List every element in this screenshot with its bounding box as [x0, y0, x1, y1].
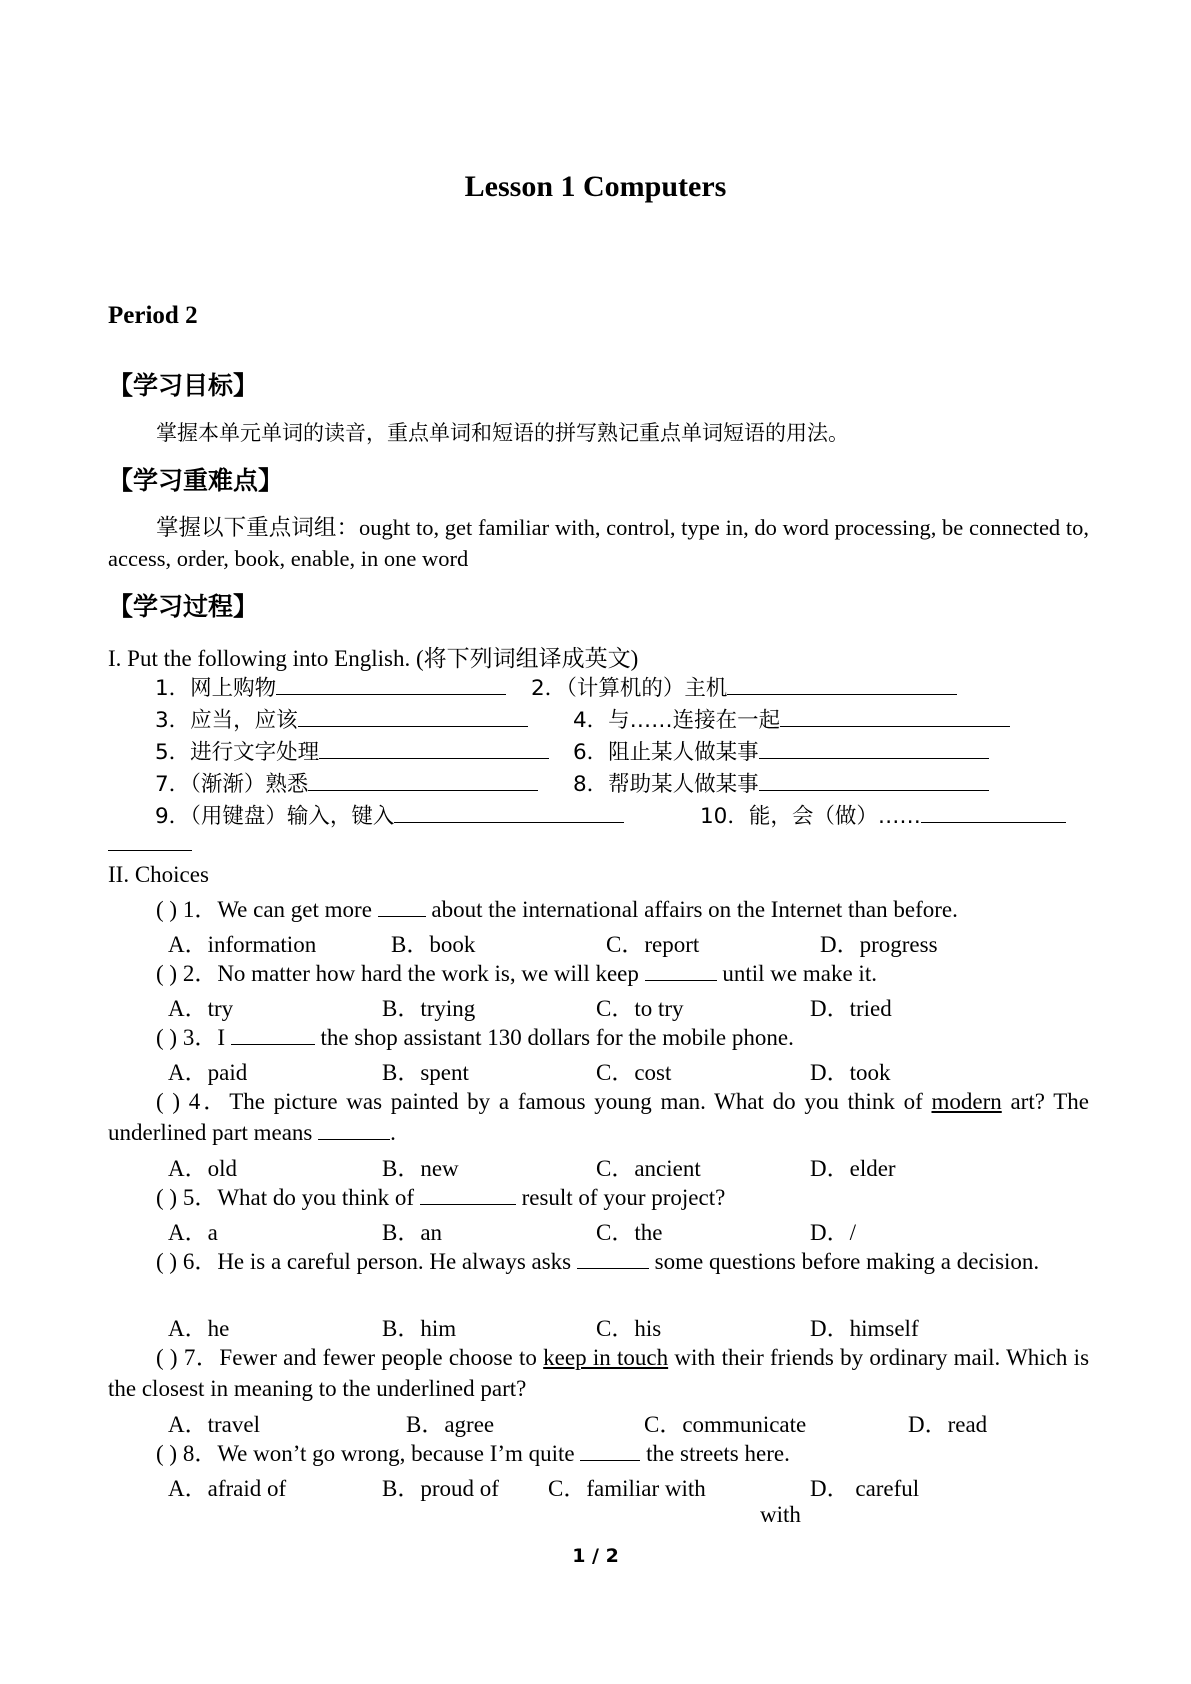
- translation-item: 8．帮助某人做某事: [573, 772, 759, 797]
- translation-row: [155, 799, 921, 830]
- answer-blank[interactable]: [276, 672, 506, 695]
- translation-item: 7．（渐渐）熟悉: [155, 772, 309, 797]
- answer-blank[interactable]: [394, 800, 624, 823]
- answer-blank[interactable]: [727, 672, 957, 695]
- answer-blank[interactable]: [298, 704, 528, 727]
- translation-row: [155, 703, 781, 734]
- option-c[interactable]: C．the: [596, 1220, 663, 1245]
- process-heading: 【学习过程】: [108, 592, 259, 621]
- answer-blank[interactable]: [759, 736, 989, 759]
- option-b[interactable]: B．trying: [382, 996, 476, 1021]
- option-d[interactable]: D．tried: [810, 996, 892, 1021]
- answer-blank[interactable]: [378, 896, 426, 917]
- goal-heading: 【学习目标】: [108, 371, 259, 400]
- underlined-word: modern: [931, 1089, 1002, 1114]
- question-5: ( ) 5．What do you think of result of your project?: [156, 1185, 726, 1210]
- part1-heading: I. Put the following into English. (将下列词组译成英文): [108, 646, 639, 671]
- answer-blank[interactable]: [577, 1248, 649, 1269]
- option-d[interactable]: D．progress: [820, 932, 938, 957]
- option-d[interactable]: D．himself: [810, 1316, 919, 1341]
- question-7: ( ) 7．Fewer and fewer people choose to keep in touch with their friends by ordinary mail. Which is the closest in meaning to the underlined part?: [108, 1345, 1090, 1401]
- underlined-phrase: keep in touch: [543, 1345, 669, 1370]
- question-1: ( ) 1．We can get more about the international affairs on the Internet than before.: [156, 897, 958, 922]
- option-a[interactable]: A．paid: [168, 1060, 248, 1085]
- option-c[interactable]: C．cost: [596, 1060, 672, 1085]
- answer-blank[interactable]: [780, 704, 1010, 727]
- option-c[interactable]: C．to try: [596, 996, 684, 1021]
- option-b[interactable]: B．an: [382, 1220, 443, 1245]
- part2-heading: II. Choices: [108, 862, 209, 887]
- answer-blank[interactable]: [580, 1440, 640, 1461]
- translation-item: 5．进行文字处理: [155, 740, 320, 765]
- answer-blank[interactable]: [319, 736, 549, 759]
- option-b[interactable]: B．him: [382, 1316, 457, 1341]
- option-d[interactable]: D．elder: [810, 1156, 896, 1181]
- question-8: ( ) 8．We won’t go wrong, because I’m quite the streets here.: [156, 1441, 790, 1466]
- option-a[interactable]: A．information: [168, 932, 317, 957]
- translation-item: 10．能，会（做）……: [700, 804, 921, 829]
- answer-blank[interactable]: [420, 1184, 516, 1205]
- goal-text: 掌握本单元单词的读音，重点单词和短语的拼写熟记重点单词短语的用法。: [156, 421, 849, 445]
- translation-item: 1．网上购物: [155, 676, 277, 701]
- option-a[interactable]: A．afraid of: [168, 1476, 287, 1501]
- option-d[interactable]: D．/: [810, 1220, 856, 1245]
- option-b[interactable]: B．spent: [382, 1060, 469, 1085]
- answer-blank[interactable]: [318, 1119, 390, 1140]
- option-c[interactable]: C．familiar with: [548, 1476, 706, 1501]
- answer-blank[interactable]: [645, 960, 717, 981]
- translation-item: 3．应当，应该: [155, 708, 298, 733]
- answer-blank[interactable]: [308, 768, 538, 791]
- option-b[interactable]: B．agree: [406, 1412, 495, 1437]
- lesson-title: Lesson 1 Computers: [464, 170, 727, 203]
- option-b[interactable]: B．proud of: [382, 1476, 499, 1501]
- question-3: ( ) 3．I the shop assistant 130 dollars for the mobile phone.: [156, 1025, 794, 1050]
- option-d[interactable]: D．took: [810, 1060, 891, 1085]
- translation-item: 6．阻止某人做某事: [573, 740, 759, 765]
- option-c[interactable]: C．communicate: [644, 1412, 807, 1437]
- option-b[interactable]: B．book: [391, 932, 476, 957]
- option-d-continued: with: [760, 1502, 801, 1527]
- page-number: 1 / 2: [572, 1545, 619, 1567]
- translation-row: [155, 735, 759, 766]
- option-c[interactable]: C．his: [596, 1316, 662, 1341]
- option-a[interactable]: A．he: [168, 1316, 230, 1341]
- option-d[interactable]: D． careful: [810, 1476, 920, 1501]
- option-a[interactable]: A．travel: [168, 1412, 260, 1437]
- option-c[interactable]: C．report: [606, 932, 700, 957]
- translation-row: [155, 767, 759, 798]
- option-a[interactable]: A．try: [168, 996, 234, 1021]
- option-c[interactable]: C．ancient: [596, 1156, 701, 1181]
- translation-item: 4．与……连接在一起: [573, 708, 781, 733]
- translation-item: 9．（用键盘）输入，键入: [155, 804, 395, 829]
- translation-row: [155, 671, 728, 702]
- answer-blank[interactable]: [759, 768, 989, 791]
- answer-blank[interactable]: [231, 1024, 315, 1045]
- key-heading: 【学习重难点】: [108, 466, 284, 495]
- question-4: ( ) 4．The picture was painted by a famous young man. What do you think of modern art? The underlined part means .: [108, 1089, 1090, 1145]
- period-heading: Period 2: [108, 302, 198, 329]
- translation-item: 2．（计算机的）主机: [531, 676, 728, 701]
- option-b[interactable]: B．new: [382, 1156, 459, 1181]
- answer-blank[interactable]: [921, 800, 1066, 823]
- option-a[interactable]: A．old: [168, 1156, 237, 1181]
- option-d[interactable]: D．read: [908, 1412, 988, 1437]
- key-text: 掌握以下重点词组：ought to, get familiar with, control, type in, do word processing, be connected to, access, order, book, enable, in one word: [108, 515, 1089, 571]
- question-6: ( ) 6．He is a careful person. He always asks some questions before making a decision.: [156, 1249, 1040, 1274]
- answer-blank-continued[interactable]: [108, 828, 192, 851]
- option-a[interactable]: A．a: [168, 1220, 218, 1245]
- question-2: ( ) 2．No matter how hard the work is, we will keep until we make it.: [156, 961, 877, 986]
